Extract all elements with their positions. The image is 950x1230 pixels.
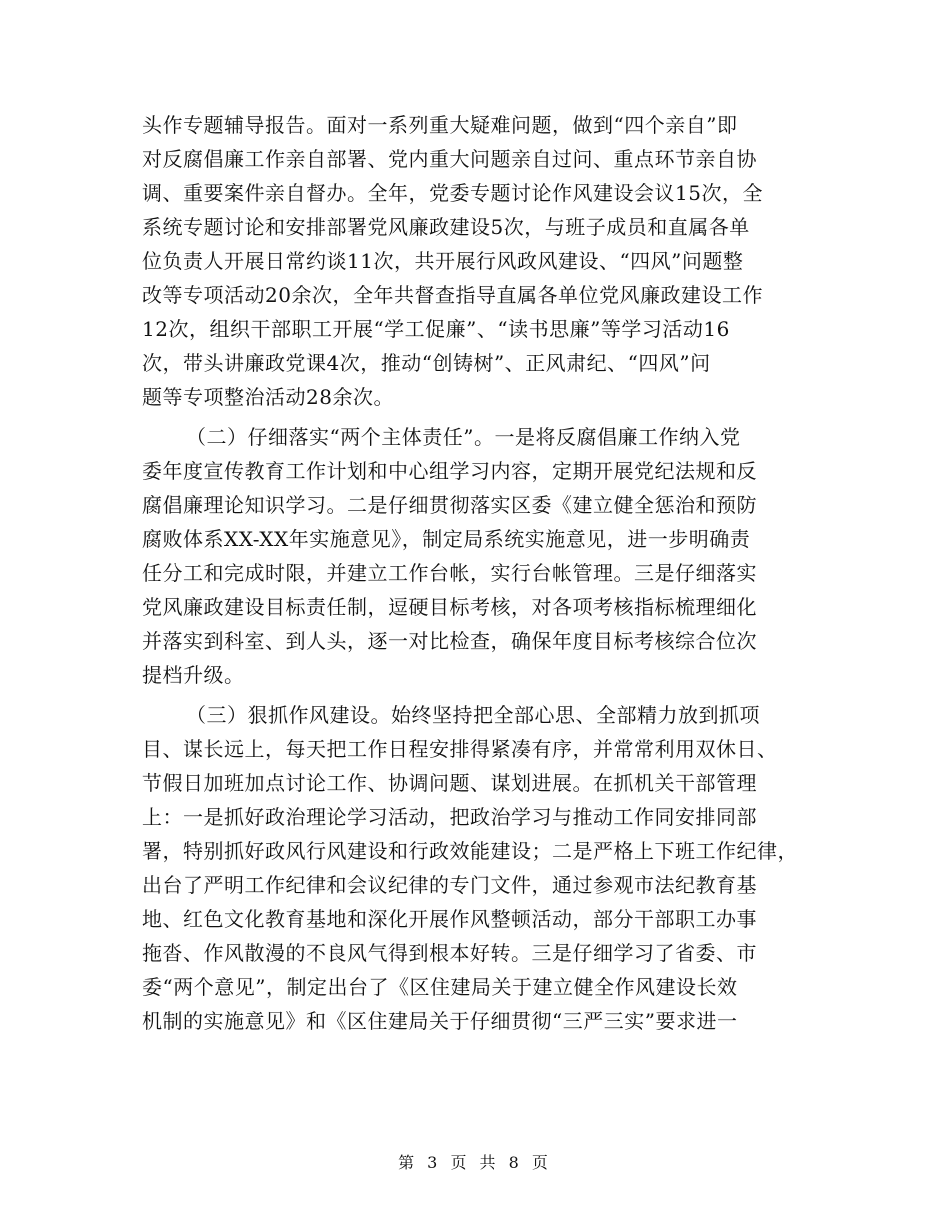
text-line: 节假日加班加点讨论工作、协调问题、谋划进展。在抓机关干部管理 [142, 771, 757, 795]
text-line: 出台了严明工作纪律和会议纪律的专门文件，通过参观市法纪教育基 [142, 873, 757, 897]
text-line: 提档升级。 [142, 663, 245, 687]
text-line: 题等专项整治活动28余次。 [142, 385, 394, 409]
text-line: 机制的实施意见》和《区住建局关于仔细贯彻“三严三实”要求进一 [142, 1009, 738, 1033]
text-line: 腐败体系XX-XX年实施意见》，制定局系统实施意见，进一步明确责 [142, 527, 751, 551]
text-line: 腐倡廉理论知识学习。二是仔细贯彻落实区委《建立健全惩治和预防 [142, 493, 757, 517]
paragraph-3 [142, 698, 810, 1038]
text-line: 位负责人开展日常约谈11次，共开展行风政风建设、“四风”问题整 [142, 249, 744, 273]
text-line: 任分工和完成时限，并建立工作台帐，实行台帐管理。三是仔细落实 [142, 561, 757, 585]
text-line: 次，带头讲廉政党课4次，推动“创铸树”、正风肃纪、“四风”问 [142, 351, 711, 375]
text-line-indented: （二）仔细落实“两个主体责任”。一是将反腐倡廉工作纳入党 [186, 425, 741, 449]
text-line-indented: （三）狠抓作风建设。始终坚持把全部心思、全部精力放到抓项 [186, 703, 760, 727]
text-line: 党风廉政建设目标责任制，逗硬目标考核，对各项考核指标梳理细化 [142, 595, 757, 619]
text-line: 目、谋长远上，每天把工作日程安排得紧凑有序，并常常利用双休日、 [142, 737, 778, 761]
text-line: 委年度宣传教育工作计划和中心组学习内容，定期开展党纪法规和反 [142, 459, 757, 483]
document-body [142, 108, 810, 1038]
text-line: 12次，组织干部职工开展“学工促廉”、“读书思廉”等学习活动16 [142, 317, 730, 341]
text-line: 对反腐倡廉工作亲自部署、党内重大问题亲自过问、重点环节亲自协 [142, 147, 757, 171]
text-line: 并落实到科室、到人头，逐一对比检查，确保年度目标考核综合位次 [142, 629, 757, 653]
text-line: 头作专题辅导报告。面对一系列重大疑难问题，做到“四个亲自”即 [142, 113, 738, 137]
text-line: 署，特别抓好政风行风建设和行政效能建设；二是严格上下班工作纪律， [142, 839, 798, 863]
text-line: 地、红色文化教育基地和深化开展作风整顿活动，部分干部职工办事 [142, 907, 757, 931]
paragraph-2 [142, 420, 810, 692]
page-number-footer: 第 3 页 共 8 页 [398, 1153, 552, 1172]
text-line: 调、重要案件亲自督办。全年，党委专题讨论作风建设会议15次，全 [142, 181, 763, 205]
text-line: 拖沓、作风散漫的不良风气得到根本好转。三是仔细学习了省委、市 [142, 941, 757, 965]
paragraph-1 [142, 108, 810, 414]
text-line: 上：一是抓好政治理论学习活动，把政治学习与推动工作同安排同部 [142, 805, 757, 829]
text-line: 改等专项活动20余次，全年共督查指导直属各单位党风廉政建设工作 [142, 283, 763, 307]
text-line: 委“两个意见”，制定出台了《区住建局关于建立健全作风建设长效 [142, 975, 738, 999]
text-line: 系统专题讨论和安排部署党风廉政建设5次，与班子成员和直属各单 [142, 215, 750, 239]
